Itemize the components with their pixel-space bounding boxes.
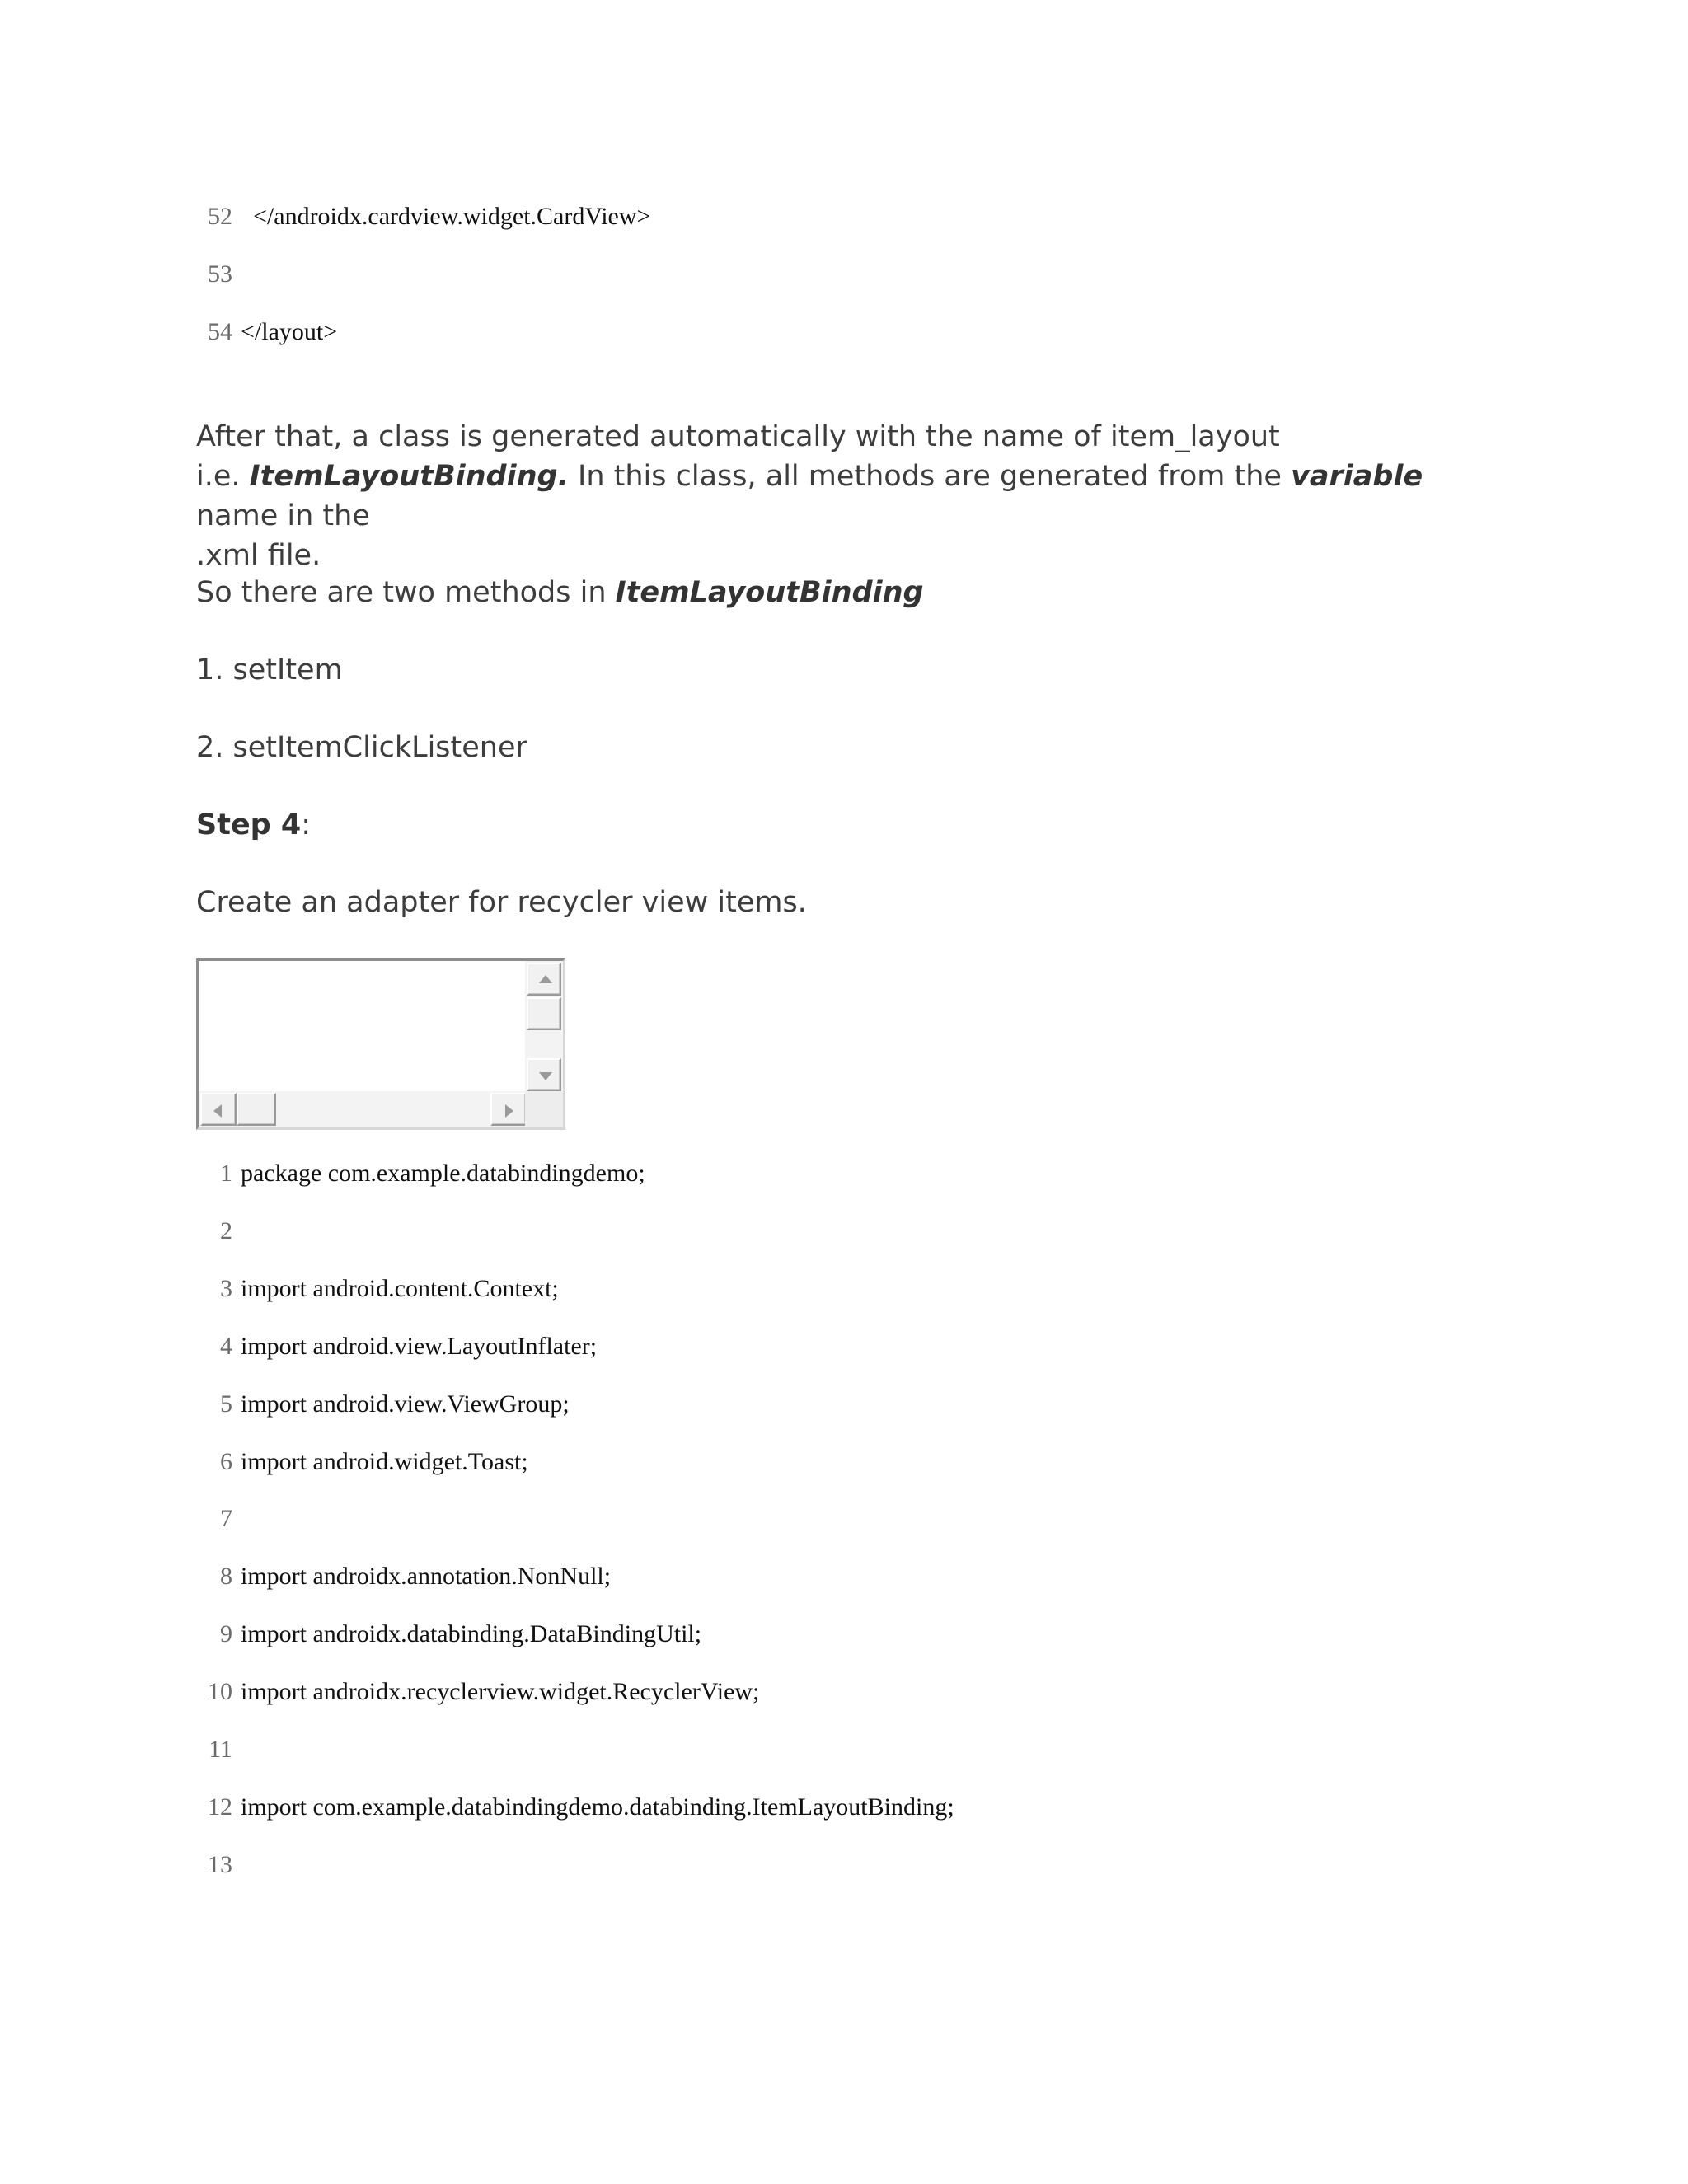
step-heading: [196, 805, 1482, 845]
class-name-emphasis: ItemLayoutBinding.: [249, 460, 569, 493]
variable-emphasis: variable: [1291, 460, 1423, 493]
vertical-scroll-thumb[interactable]: [527, 997, 561, 1030]
scrollbar-corner: [525, 1091, 563, 1127]
code-line: [196, 1446, 528, 1479]
scroll-down-button[interactable]: [527, 1058, 561, 1091]
text: In this class, all methods are generated from the: [568, 460, 1292, 493]
arrow-right-icon: [505, 1104, 513, 1118]
class-name-emphasis: ItemLayoutBinding: [615, 576, 924, 609]
arrow-down-icon: [539, 1072, 552, 1080]
text: i.e.: [196, 460, 250, 493]
line-number: 7: [220, 1505, 232, 1532]
code-line: [196, 1675, 759, 1708]
code-line: [196, 258, 241, 291]
code-textarea[interactable]: [196, 958, 565, 1130]
horizontal-scroll-thumb[interactable]: [237, 1093, 276, 1126]
line-number: 9: [220, 1620, 232, 1647]
line-number: 5: [220, 1390, 232, 1418]
line-number: 52: [208, 203, 232, 230]
code-line: [196, 1849, 241, 1882]
text: name in the: [196, 499, 370, 532]
code-line: [196, 200, 650, 233]
line-number: 1: [220, 1160, 232, 1187]
step-suffix: :: [301, 808, 312, 841]
code-text: import androidx.annotation.NonNull;: [241, 1563, 612, 1590]
code-text: import android.content.Context;: [241, 1275, 559, 1302]
paragraph-generated-class: [196, 417, 1482, 575]
code-text: </androidx.cardview.widget.CardView>: [241, 203, 651, 230]
scroll-up-button[interactable]: [527, 963, 561, 996]
code-text: import com.example.databindingdemo.databinding.ItemLayoutBinding;: [241, 1793, 954, 1821]
line-number: 53: [208, 260, 232, 288]
code-line: [196, 1560, 611, 1593]
paragraph-two-methods: [196, 573, 1482, 612]
line-number: 10: [208, 1678, 232, 1705]
code-line: [196, 1791, 954, 1824]
code-line: [196, 1215, 241, 1248]
code-line: [196, 1330, 597, 1363]
code-line: [196, 1502, 241, 1535]
step-description: Create an adapter for recycler view items.: [196, 886, 807, 919]
line-number: 2: [220, 1217, 232, 1244]
vertical-scrollbar[interactable]: [525, 961, 563, 1093]
code-line: [196, 1157, 645, 1190]
paragraph-line: .xml file.: [196, 539, 321, 572]
code-text: import androidx.databinding.DataBindingUtil;: [241, 1620, 702, 1647]
code-line: [196, 1388, 570, 1421]
method-item-1: 1. setItem: [196, 654, 343, 687]
line-number: 11: [209, 1736, 232, 1763]
line-number: 13: [208, 1851, 232, 1878]
step-label: Step 4: [196, 808, 302, 841]
code-text: package com.example.databindingdemo;: [241, 1160, 645, 1187]
code-text: </layout>: [241, 318, 338, 345]
scroll-right-button[interactable]: [490, 1093, 527, 1126]
code-text: import android.view.ViewGroup;: [241, 1390, 570, 1418]
arrow-up-icon: [539, 975, 552, 983]
code-line: [196, 1733, 241, 1766]
code-text: import android.view.LayoutInflater;: [241, 1333, 598, 1360]
line-number: 12: [208, 1793, 232, 1821]
line-number: 54: [208, 318, 232, 345]
paragraph-line: After that, a class is generated automatically with the name of item_layout: [196, 420, 1280, 453]
line-number: 3: [220, 1275, 232, 1302]
scroll-left-button[interactable]: [200, 1093, 237, 1126]
code-text: import androidx.recyclerview.widget.RecyclerView;: [241, 1678, 760, 1705]
code-line: [196, 1272, 559, 1305]
horizontal-scrollbar[interactable]: [199, 1091, 528, 1127]
line-number: 6: [220, 1448, 232, 1475]
text: So there are two methods in: [196, 576, 616, 609]
method-item-2: 2. setItemClickListener: [196, 731, 528, 764]
code-line: [196, 1618, 701, 1651]
code-text: import android.widget.Toast;: [241, 1448, 528, 1475]
line-number: 4: [220, 1333, 232, 1360]
paragraph-line: [196, 457, 1482, 536]
code-line: [196, 316, 337, 349]
line-number: 8: [220, 1563, 232, 1590]
arrow-left-icon: [213, 1104, 222, 1118]
